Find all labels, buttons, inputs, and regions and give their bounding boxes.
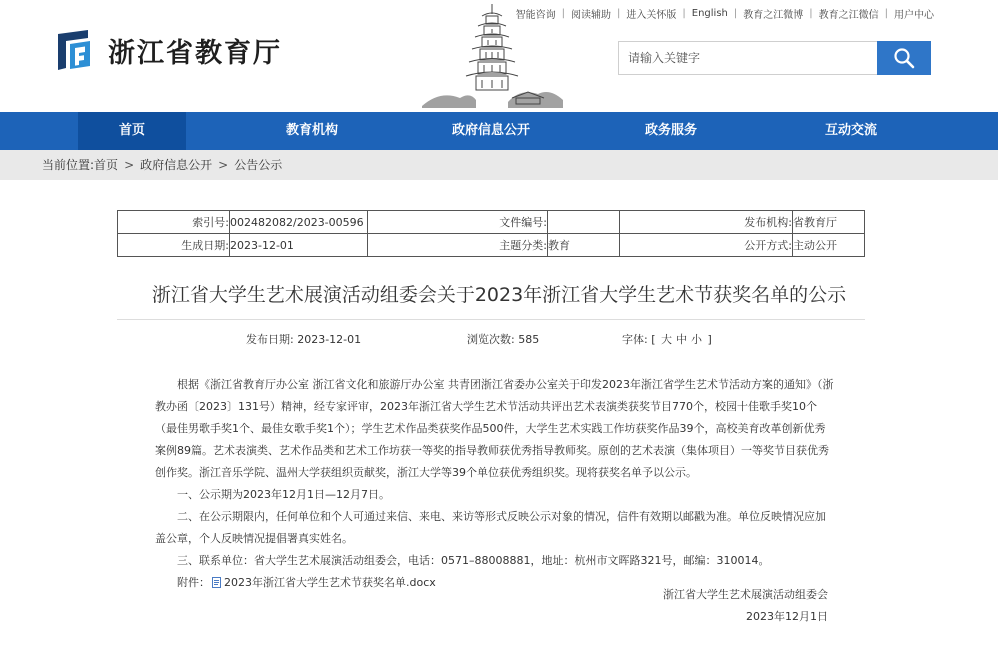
breadcrumb-gov-info[interactable]: 政府信息公开 [140, 158, 213, 172]
org-value: 省教育厅 [793, 211, 865, 234]
article-paragraph: 一、公示期为2023年12月1日—12月7日。 [177, 488, 390, 501]
index-value: 002482082/2023-00596 [230, 211, 368, 234]
breadcrumb-separator: > [218, 158, 229, 172]
nav-interaction[interactable]: 互动交流 [824, 123, 877, 138]
publish-label: 发布日期: [246, 333, 294, 346]
nav-institutions[interactable]: 教育机构 [285, 123, 338, 138]
toplink-english[interactable]: English [691, 7, 728, 19]
breadcrumb-notices[interactable]: 公告公示 [234, 158, 283, 172]
index-label: 索引号: [118, 211, 230, 234]
title-divider [117, 319, 865, 320]
breadcrumb [0, 150, 998, 180]
font-large-button[interactable]: 大 [661, 333, 673, 346]
breadcrumb-prefix: 当前位置: [42, 158, 95, 172]
font-medium-button[interactable]: 中 [676, 333, 688, 346]
sign-date: 2023年12月1日 [746, 610, 828, 623]
table-row [118, 211, 865, 234]
font-size-control: 字体: [ 大 中 小 ] [622, 333, 712, 346]
font-label: 字体: [622, 333, 648, 346]
word-document-icon [212, 577, 221, 588]
open-value: 主动公开 [793, 234, 865, 257]
article-paragraph: 根据《浙江省教育厅办公室 浙江省文化和旅游厅办公室 共青团浙江省委办公室关于印发2023年浙江省学生艺术节活动方案的通知》（浙教办函〔2023〕131号）精神，经专家评审，2023年浙江省大学生艺术节活动共评出艺术表演类获奖节目770个，校园十佳歌手奖10个（最佳男歌手奖1个、最佳女歌手奖1个）；学生艺术作品类获奖作品500件，大学生艺术实践工作坊获奖作品39个，高校美育改革创新优秀案例89篇。艺术表演类、艺术作品类和艺术工作坊获一等奖的指导教师获优秀指导教师奖。原创的艺术表演（集体项目）一等奖节目获优秀创作奖。浙江音乐学院、温州大学获组织贡献奖，浙江大学等39个单位获优秀组织奖。现将获奖名单予以公示。 [155, 378, 834, 479]
breadcrumb-separator: > [124, 158, 135, 172]
table-row [118, 234, 865, 257]
org-label: 发布机构: [620, 211, 793, 234]
views-label: 浏览次数: [467, 333, 515, 346]
open-label: 公开方式: [620, 234, 793, 257]
signer: 浙江省大学生艺术展演活动组委会 [663, 588, 828, 601]
toplink-reading-aid[interactable]: 阅读辅助 [571, 9, 612, 21]
article-paragraph: 三、联系单位：省大学生艺术展演活动组委会，电话：0571–88008881，地址：杭州市文晖路321号，邮编：310014。 [177, 554, 770, 567]
publish-value: 2023-12-01 [297, 333, 362, 346]
pagoda-illustration [420, 2, 565, 110]
search-icon [893, 47, 915, 69]
attachment-link[interactable]: 2023年浙江省大学生艺术节获奖名单.docx [224, 576, 436, 589]
nav-home[interactable]: 首页 [78, 112, 186, 150]
zhejiang-education-logo-icon [52, 28, 96, 72]
toplink-weibo[interactable]: 教育之江微博 [743, 9, 804, 21]
topic-value: 教育 [548, 234, 620, 257]
font-small-button[interactable]: 小 [691, 333, 703, 346]
breadcrumb-home[interactable]: 首页 [94, 158, 119, 172]
site-name: 浙江省教育厅 [108, 37, 282, 69]
docno-value [548, 211, 620, 234]
date-value: 2023-12-01 [230, 234, 368, 257]
toplink-ai-consult[interactable]: 智能咨询 [515, 9, 556, 21]
docno-label: 文件编号: [368, 211, 548, 234]
view-count [467, 331, 539, 347]
search-button[interactable] [877, 41, 931, 75]
date-label: 生成日期: [118, 234, 230, 257]
nav-services[interactable]: 政务服务 [644, 123, 697, 138]
main-nav [0, 112, 998, 150]
search-input[interactable] [618, 41, 877, 75]
toplink-user-center[interactable]: 用户中心 [894, 9, 934, 21]
nav-gov-info[interactable]: 政府信息公开 [451, 123, 530, 138]
page-title: 浙江省大学生艺术展演活动组委会关于2023年浙江省大学生艺术节获奖名单的公示 [151, 284, 847, 306]
toplink-wechat[interactable]: 教育之江微信 [818, 9, 879, 21]
attachment-label: 附件： [177, 576, 210, 589]
toplink-care-mode[interactable]: 进入关怀版 [626, 9, 677, 21]
search-bar [618, 41, 931, 75]
metadata-table [117, 210, 865, 257]
article-body [155, 374, 835, 594]
site-logo[interactable] [52, 28, 282, 72]
article-paragraph: 二、在公示期限内，任何单位和个人可通过来信、来电、来访等形式反映公示对象的情况，信件有效期以邮戳为准。单位反映情况应加盖公章，个人反映情况提倡署真实姓名。 [155, 510, 826, 545]
views-value: 585 [518, 333, 540, 346]
topic-label: 主题分类: [368, 234, 548, 257]
top-links: 智能咨询 | 阅读辅助 | 进入关怀版 | English | 教育之江微博 | 教育之江微信 | 用户中心 [515, 7, 934, 21]
publish-date [246, 331, 361, 347]
